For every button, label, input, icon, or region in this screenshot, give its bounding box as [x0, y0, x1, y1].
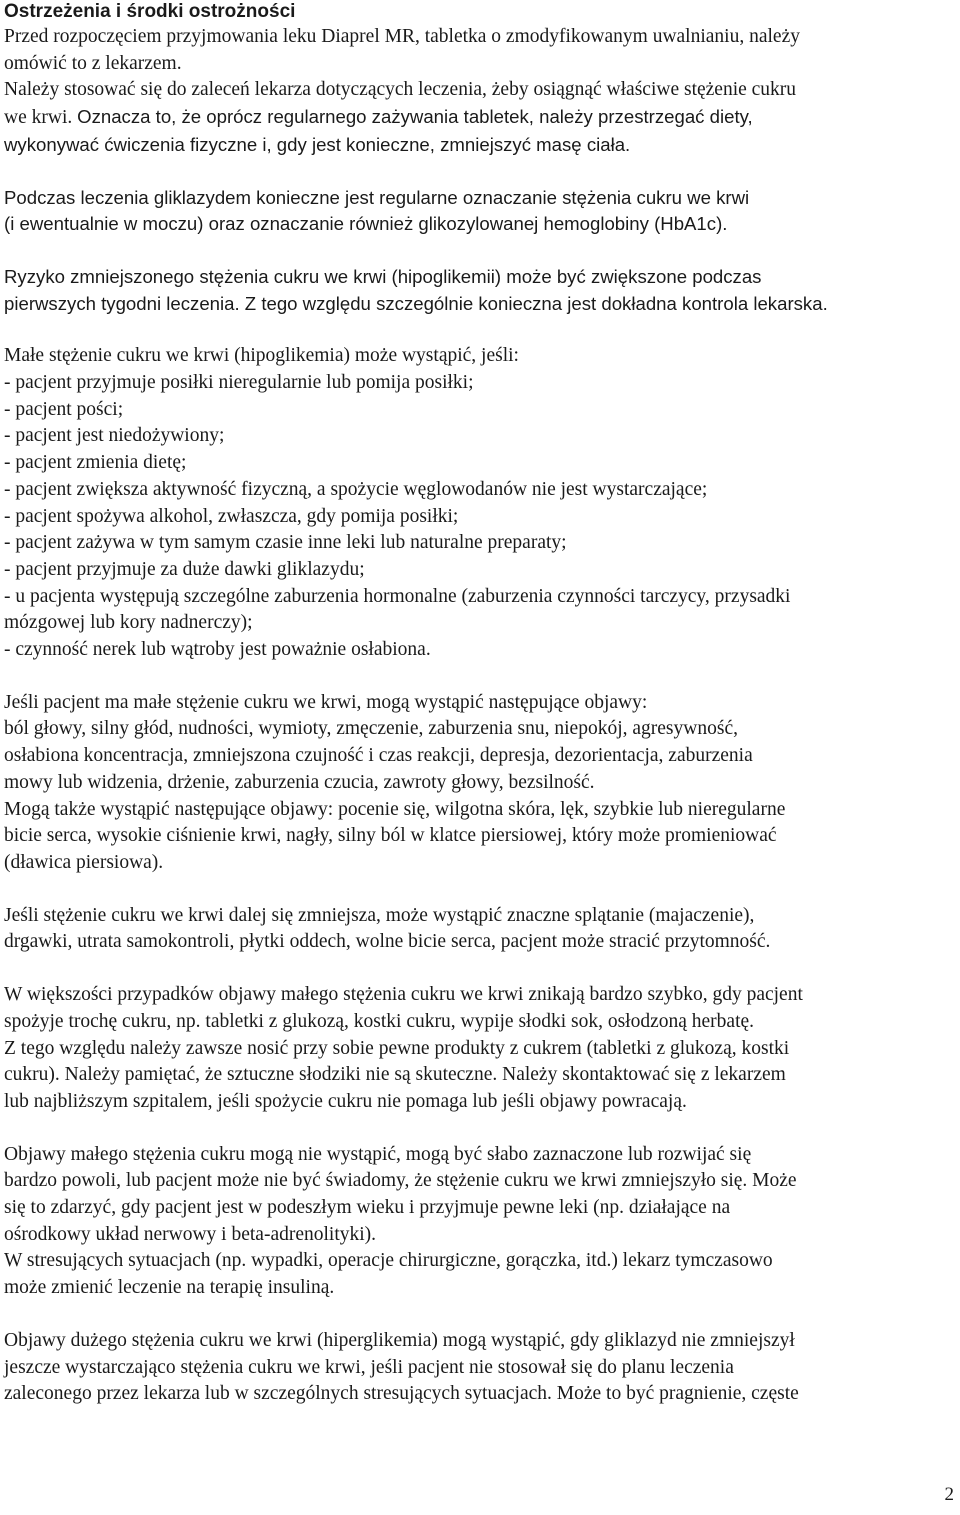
list-item: - czynność nerek lub wątroby jest poważnie osłabiona.	[4, 639, 431, 661]
text-line: cukru). Należy pamiętać, że sztuczne słodziki nie są skuteczne. Należy skontaktować się z lekarzem	[4, 1064, 786, 1086]
list-item: - pacjent spożywa alkohol, zwłaszcza, gdy pomija posiłki;	[4, 505, 459, 527]
paragraph-unaware	[4, 1142, 956, 1302]
text-line: omówić to z lekarzem.	[4, 52, 182, 74]
list-item: - pacjent pości;	[4, 398, 124, 420]
document-page	[4, 0, 956, 1408]
intro-paragraph	[4, 24, 956, 77]
text-line: Jeśli stężenie cukru we krwi dalej się zmniejsza, może wystąpić znaczne splątanie (majaczenie),	[4, 904, 755, 926]
text-line: się to zdarzyć, gdy pacjent jest w podeszłym wieku i przyjmuje pewne leki (np. działające na	[4, 1197, 731, 1219]
text-line: Mogą także wystąpić następujące objawy: pocenie się, wilgotna skóra, lęk, szybkie lub nieregularne	[4, 798, 786, 820]
list-item: - pacjent jest niedożywiony;	[4, 425, 225, 447]
text-line: Jeśli pacjent ma małe stężenie cukru we krwi, mogą wystąpić następujące objawy:	[4, 691, 648, 713]
paragraph-1	[4, 77, 956, 158]
text-line: zaleconego przez lekarza lub w szczególnych stresujących sytuacjach. Może to być pragnienie, częste	[4, 1383, 799, 1405]
list-item: - pacjent zmienia dietę;	[4, 452, 187, 474]
text-line: Z tego względu należy zawsze nosić przy sobie pewne produkty z cukrem (tabletki z glukozą, kostki	[4, 1037, 790, 1059]
text-line: Należy stosować się do zaleceń lekarza dotyczących leczenia, żeby osiągnąć właściwe stężenie cukru	[4, 79, 797, 101]
text-line: osłabiona koncentracja, zmniejszona czujność i czas reakcji, depresja, dezorientacja, zaburzenia	[4, 745, 753, 767]
text-line: wykonywać ćwiczenia fizyczne i, gdy jest konieczne, zmniejszyć masę ciała.	[4, 133, 631, 155]
text-line: Ryzyko zmniejszonego stężenia cukru we krwi (hipoglikemii) może być zwiększone podczas	[4, 265, 762, 287]
text-line: Podczas leczenia gliklazydem konieczne jest regularne oznaczanie stężenia cukru we krwi	[4, 186, 750, 208]
paragraph-2	[4, 185, 956, 238]
text-line: Objawy małego stężenia cukru mogą nie wystąpić, mogą być słabo zaznaczone lub rozwijać się	[4, 1143, 752, 1165]
text-line: W stresujących sytuacjach (np. wypadki, operacje chirurgiczne, gorączka, itd.) lekarz tymczasowo	[4, 1250, 773, 1272]
list-item: - pacjent przyjmuje posiłki nieregularnie lub pomija posiłki;	[4, 372, 474, 394]
section-heading: Ostrzeżenia i środki ostrożności	[4, 1, 296, 22]
list-item: - pacjent zażywa w tym samym czasie inne leki lub naturalne preparaty;	[4, 532, 567, 554]
text-line: drgawki, utrata samokontroli, płytki oddech, wolne bicie serca, pacjent może stracić przytomność.	[4, 931, 771, 953]
text-line: Przed rozpoczęciem przyjmowania leku Diaprel MR, tabletka o zmodyfikowanym uwalnianiu, należy	[4, 26, 800, 47]
text-line: ośrodkowy układ nerwowy i beta-adrenolityki).	[4, 1223, 377, 1245]
text-line: ból głowy, silny głód, nudności, wymioty, zmęczenie, zaburzenia snu, niepokój, agresywność,	[4, 718, 738, 740]
list-item: - u pacjenta występują szczególne zaburzenia hormonalne (zaburzenia czynności tarczycy, przysadki	[4, 585, 791, 607]
list-item: mózgowej lub kory nadnerczy);	[4, 612, 253, 634]
paragraph-symptoms	[4, 690, 956, 877]
list-intro: Małe stężenie cukru we krwi (hipoglikemia) może wystąpić, jeśli:	[4, 345, 519, 367]
text-line: Objawy dużego stężenia cukru we krwi (hiperglikemia) mogą wystąpić, gdy gliklazyd nie zmniejszył	[4, 1329, 795, 1351]
page-number: 2	[944, 1484, 954, 1505]
hypoglycemia-causes-list	[4, 343, 956, 663]
text-line: spożyje trochę cukru, np. tabletki z glukozą, kostki cukru, wypije słodki sok, osłodzoną herbatę.	[4, 1010, 755, 1032]
text-line: jeszcze wystarczająco stężenia cukru we krwi, jeśli pacjent nie stosował się do planu leczenia	[4, 1356, 734, 1378]
text-line: (dławica piersiowa).	[4, 851, 164, 873]
text-line: W większości przypadków objawy małego stężenia cukru we krwi znikają bardzo szybko, gdy pacjent	[4, 984, 803, 1006]
text-line: pierwszych tygodni leczenia. Z tego względu szczególnie konieczna jest dokładna kontrola lekarska.	[4, 292, 828, 314]
text-line: we krwi. Oznacza to, że oprócz regularnego zażywania tabletek, należy przestrzegać diety,	[4, 106, 753, 129]
paragraph-severe	[4, 903, 956, 956]
paragraph-recovery	[4, 982, 956, 1116]
text-line: bardzo powoli, lub pacjent może nie być świadomy, że stężenie cukru we krwi zmniejszyło się. Może	[4, 1170, 797, 1192]
paragraph-hyperglycemia	[4, 1328, 956, 1408]
text-line: bicie serca, wysokie ciśnienie krwi, nagły, silny ból w klatce piersiowej, który może promieniować	[4, 825, 777, 847]
text-line: mowy lub widzenia, drżenie, zaburzenia czucia, zawroty głowy, bezsilność.	[4, 771, 595, 793]
list-item: - pacjent przyjmuje za duże dawki gliklazydu;	[4, 558, 365, 580]
paragraph-3	[4, 264, 956, 317]
text-line: (i ewentualnie w moczu) oraz oznaczanie również glikozylowanej hemoglobiny (HbA1c).	[4, 213, 728, 235]
text-line: lub najbliższym szpitalem, jeśli spożycie cukru nie pomaga lub jeśli objawy powracają.	[4, 1090, 687, 1112]
list-item: - pacjent zwiększa aktywność fizyczną, a spożycie węglowodanów nie jest wystarczające;	[4, 478, 708, 500]
text-line: może zmienić leczenie na terapię insuliną.	[4, 1277, 335, 1299]
